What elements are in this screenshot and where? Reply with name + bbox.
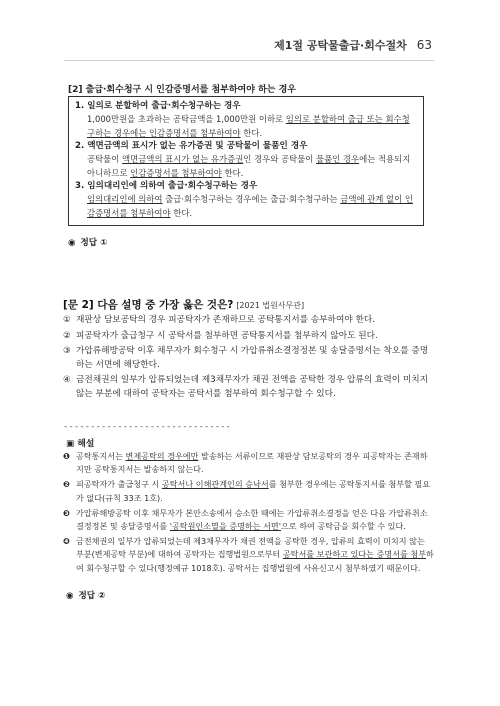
question-title xyxy=(63,297,304,312)
explanation-list xyxy=(63,450,435,577)
underlined-text: '공탁원인소멸을 증명하는 서면' xyxy=(169,521,281,532)
explanation-item-4 xyxy=(63,535,435,575)
option-2 xyxy=(63,330,433,344)
answer-2 xyxy=(66,589,105,601)
box-item-3 xyxy=(75,180,417,220)
box-item-1 xyxy=(75,100,417,140)
text-span: 1,000만원을 초과하는 공탁금액을 1,000만원 이하로 xyxy=(87,114,286,124)
underlined-text: 금액에 관계 없이 인감증명서를 첨부하여야 xyxy=(87,194,413,218)
page-header xyxy=(274,37,432,53)
box-item-text xyxy=(75,113,417,140)
text-span: 인 경우와 공탁물이 xyxy=(243,154,316,165)
text-span: 한다. xyxy=(221,167,244,178)
box-item-2 xyxy=(75,140,417,180)
question-source: [2021 법원사무관] xyxy=(236,301,305,310)
option-number: ③ xyxy=(63,346,71,357)
explanation-text xyxy=(76,450,435,476)
box-item-text xyxy=(75,153,417,180)
option-1 xyxy=(63,314,433,328)
text-span: 발송하는 서류이므로 재판상 담보공탁의 경우 피공탁자는 존재하지만 공탁통지서는 발송하지 않는다. xyxy=(76,451,428,475)
explanation-number: ❸ xyxy=(63,507,70,518)
explanation-number: ❶ xyxy=(63,451,70,461)
explanation-text xyxy=(76,507,435,533)
explanation-item-2 xyxy=(63,478,435,504)
answer-text: 정답 ② xyxy=(78,591,106,601)
underlined-text: 공탁서를 보관하고 있다는 증명서를 첨부 xyxy=(282,549,427,560)
section-heading: [2] 출급·회수청구 시 인감증명서를 첨부하여야 하는 경우 xyxy=(68,85,296,95)
dashed-divider: ------------------------------- xyxy=(63,422,231,432)
underlined-text: 임의대리인에 의하여 xyxy=(87,194,163,205)
box-item-title: 2. 액면금액의 표시가 없는 유가증권 및 공탁물이 물품인 경우 xyxy=(75,141,308,152)
text-span: 으로 하여 공탁금을 회수할 수 있다. xyxy=(280,521,406,532)
answer-text: 정답 ① xyxy=(80,238,108,248)
summary-box xyxy=(68,96,424,226)
explanation-item-3 xyxy=(63,507,435,533)
underlined-text: 인감증명서를 첨부하여야 xyxy=(130,167,222,178)
text-span: 피공탁자가 출급청구 시 xyxy=(76,479,162,490)
text-span: 공탁통지서는 xyxy=(76,451,126,461)
option-text: 재판상 담보공탁의 경우 피공탁자가 존재하므로 공탁통지서를 송부하여야 한다. xyxy=(76,315,376,325)
text-span: 출급·회수청구하는 경우에는 출급·회수청구하는 xyxy=(162,194,341,205)
answer-mark-icon: ◉ xyxy=(68,238,76,248)
text-span: 에는 적용되지 아니하므로 xyxy=(87,154,411,178)
option-text: 가압류해방공탁 이후 채무자가 회수청구 시 가압류취소결정정본 및 송달증명서는 착오를 증명하는 서면에 해당한다. xyxy=(76,346,429,370)
explanation-text xyxy=(76,478,435,504)
text-span: 공탁물이 xyxy=(87,154,123,165)
explanation-heading: ▣ 해설 xyxy=(66,439,95,449)
underlined-text: 임의로 분할하여 출급 또는 회수청구하는 경우에는 인감증명서를 첨부하여야 xyxy=(87,114,410,138)
chapter-title: 제1절 공탁물출급·회수절차 xyxy=(274,39,407,52)
text-span: 금전채권의 일부가 압류되었는데 제3채무자가 채권 전액을 공탁한 경우, 압류의 효력이 미치지 않는 부분(변제공탁 부분)에 대하여 공탁자는 집행법원으로부터 xyxy=(76,536,425,560)
underlined-text: 액면금액의 표시가 없는 유가증권 xyxy=(122,154,244,165)
option-number: ② xyxy=(63,330,71,341)
text-span: 한다. xyxy=(240,127,263,138)
option-number: ④ xyxy=(63,375,71,386)
underlined-text: 변제공탁의 경우에만 xyxy=(125,451,199,461)
explanation-number: ❷ xyxy=(63,479,70,490)
option-number: ① xyxy=(63,315,71,325)
header-divider xyxy=(64,60,434,61)
explanation-text xyxy=(76,535,435,575)
box-item-title: 1. 일의로 분할하여 출급·회수청구하는 경우 xyxy=(75,101,241,111)
option-4 xyxy=(63,374,433,401)
question-options xyxy=(63,314,433,404)
box-item-text xyxy=(75,193,417,220)
answer-mark-icon: ◉ xyxy=(66,591,74,601)
underlined-text: 공탁서나 이해관계인의 승낙서 xyxy=(161,479,269,490)
option-text: 피공탁자가 출급청구 시 공탁서를 첨부하면 공탁통지서를 첨부하지 않아도 된다. xyxy=(76,330,378,341)
option-text: 금전채권의 일부가 압류되었는데 제3채무자가 채권 전액을 공탁한 경우 압류의 효력이 미치지 않는 부분에 대하여 공탁자는 공탁서를 첨부하여 회수청구할 수 있다. xyxy=(76,375,429,399)
text-span: 가압류해방공탁 이후 채무자가 본안소송에서 승소한 때에는 가압류취소결정을 얻은 다음 가압류취소결정정본 및 송달증명서를 xyxy=(76,507,428,532)
text-span: 한다. xyxy=(170,207,193,218)
text-span: 하여 회수청구할 수 있다(행정예규 1018호). 공탁서는 집행법원에 사유신고시 첨부하였기 때문이다. xyxy=(76,549,434,573)
explanation-item-1 xyxy=(63,450,435,476)
page-number: 63 xyxy=(416,38,432,52)
explanation-number: ❹ xyxy=(63,536,70,547)
answer-1 xyxy=(68,236,107,248)
box-item-title: 3. 임의대리인에 의하여 출급·회수청구하는 경우 xyxy=(75,181,258,192)
option-3 xyxy=(63,345,433,372)
text-span: 를 첨부한 경우에는 공탁통지서를 첨부할 필요가 없다(규칙 33조 1호). xyxy=(76,479,431,503)
question-text: [문 2] 다음 설명 중 가장 옳은 것은? xyxy=(63,299,234,311)
underlined-text: 물품인 경우 xyxy=(316,154,360,165)
